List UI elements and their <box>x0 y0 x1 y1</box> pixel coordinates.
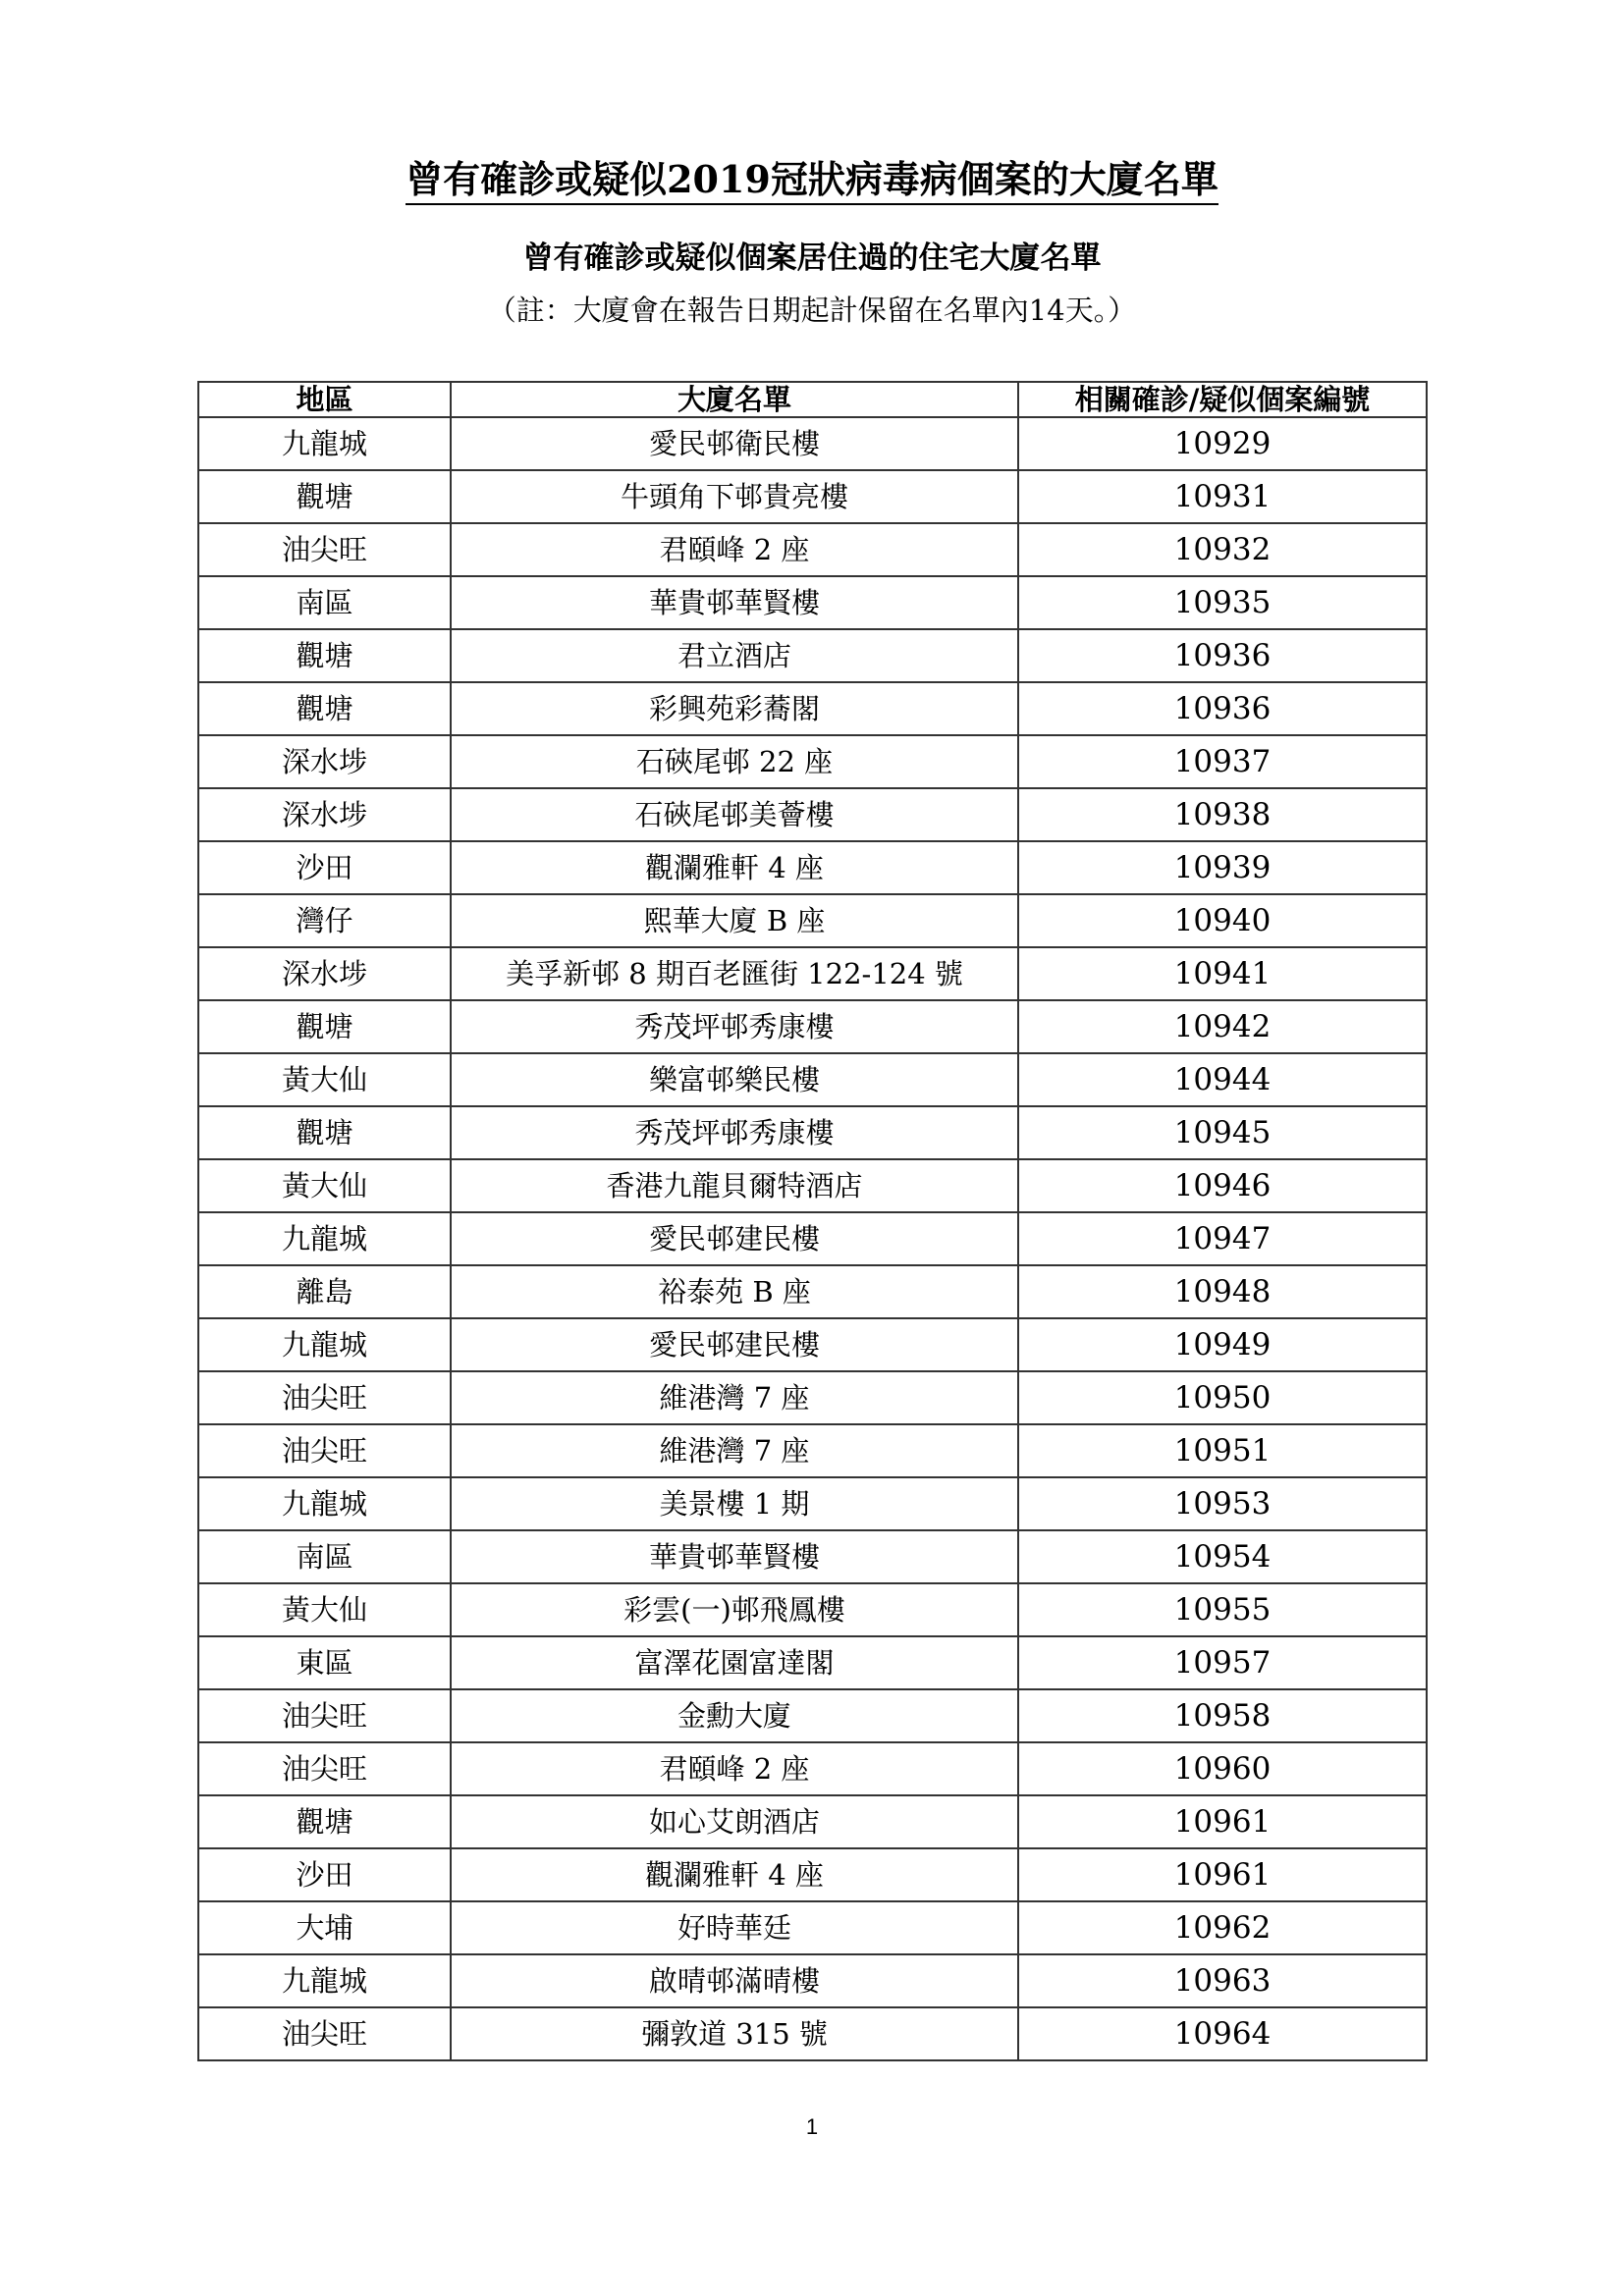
building-cell: 秀茂坪邨秀康樓 <box>451 1106 1018 1159</box>
case-number-cell: 10958 <box>1018 1689 1427 1742</box>
case-number-cell: 10931 <box>1018 470 1427 523</box>
table-row <box>198 629 1427 682</box>
table-row <box>198 1424 1427 1477</box>
district-cell: 油尖旺 <box>198 1742 451 1795</box>
case-number-cell: 10957 <box>1018 1636 1427 1689</box>
building-cell: 維港灣 7 座 <box>451 1424 1018 1477</box>
case-number-cell: 10962 <box>1018 1901 1427 1954</box>
building-cell: 秀茂坪邨秀康樓 <box>451 1000 1018 1053</box>
case-number-cell: 10946 <box>1018 1159 1427 1212</box>
case-number-cell: 10940 <box>1018 894 1427 947</box>
case-number-cell: 10955 <box>1018 1583 1427 1636</box>
building-list-table <box>197 381 1428 2061</box>
building-cell: 愛民邨建民樓 <box>451 1212 1018 1265</box>
table-row <box>198 788 1427 841</box>
table-row <box>198 1530 1427 1583</box>
building-cell: 維港灣 7 座 <box>451 1371 1018 1424</box>
district-cell: 觀塘 <box>198 682 451 735</box>
table-row <box>198 682 1427 735</box>
case-number-cell: 10960 <box>1018 1742 1427 1795</box>
building-cell: 美景樓 1 期 <box>451 1477 1018 1530</box>
case-number-cell: 10963 <box>1018 1954 1427 2007</box>
district-cell: 油尖旺 <box>198 2007 451 2060</box>
building-cell: 華貴邨華賢樓 <box>451 1530 1018 1583</box>
building-cell: 如心艾朗酒店 <box>451 1795 1018 1848</box>
case-number-cell: 10964 <box>1018 2007 1427 2060</box>
table-row <box>198 1583 1427 1636</box>
case-number-cell: 10942 <box>1018 1000 1427 1053</box>
case-number-cell: 10939 <box>1018 841 1427 894</box>
building-cell: 美孚新邨 8 期百老匯街 122-124 號 <box>451 947 1018 1000</box>
district-cell: 九龍城 <box>198 1477 451 1530</box>
document-subtitle: 曾有確診或疑似個案居住過的住宅大廈名單 <box>522 240 1102 276</box>
case-number-cell: 10951 <box>1018 1424 1427 1477</box>
building-cell: 裕泰苑 B 座 <box>451 1265 1018 1318</box>
case-number-cell: 10949 <box>1018 1318 1427 1371</box>
district-cell: 油尖旺 <box>198 523 451 576</box>
table-row <box>198 894 1427 947</box>
district-cell: 九龍城 <box>198 1954 451 2007</box>
case-number-cell: 10938 <box>1018 788 1427 841</box>
district-cell: 灣仔 <box>198 894 451 947</box>
table-row <box>198 1689 1427 1742</box>
table-row <box>198 1954 1427 2007</box>
table-header-row <box>198 382 1427 417</box>
table-row <box>198 735 1427 788</box>
retention-note: （註：大廈會在報告日期起計保留在名單內14天。） <box>487 294 1137 327</box>
building-cell: 石硤尾邨 22 座 <box>451 735 1018 788</box>
table-row <box>198 2007 1427 2060</box>
district-cell: 深水埗 <box>198 947 451 1000</box>
district-cell: 黃大仙 <box>198 1583 451 1636</box>
district-cell: 沙田 <box>198 1848 451 1901</box>
building-cell: 香港九龍貝爾特酒店 <box>451 1159 1018 1212</box>
table-row <box>198 576 1427 629</box>
district-cell: 觀塘 <box>198 1795 451 1848</box>
case-number-cell: 10961 <box>1018 1795 1427 1848</box>
building-cell: 君頤峰 2 座 <box>451 523 1018 576</box>
building-cell: 熙華大廈 B 座 <box>451 894 1018 947</box>
district-cell: 深水埗 <box>198 788 451 841</box>
header-case-numbers: 相關確診/疑似個案編號 <box>1018 382 1427 417</box>
table-row <box>198 523 1427 576</box>
building-cell: 觀瀾雅軒 4 座 <box>451 1848 1018 1901</box>
building-cell: 彩雲(一)邨飛鳳樓 <box>451 1583 1018 1636</box>
table-row <box>198 1212 1427 1265</box>
table-row <box>198 1795 1427 1848</box>
table-row <box>198 417 1427 470</box>
case-number-cell: 10936 <box>1018 682 1427 735</box>
table-row <box>198 1265 1427 1318</box>
building-cell: 愛民邨建民樓 <box>451 1318 1018 1371</box>
table-row <box>198 1318 1427 1371</box>
district-cell: 油尖旺 <box>198 1371 451 1424</box>
table-row <box>198 1636 1427 1689</box>
case-number-cell: 10936 <box>1018 629 1427 682</box>
building-cell: 君頤峰 2 座 <box>451 1742 1018 1795</box>
case-number-cell: 10932 <box>1018 523 1427 576</box>
case-number-cell: 10961 <box>1018 1848 1427 1901</box>
district-cell: 油尖旺 <box>198 1689 451 1742</box>
page-number: 1 <box>805 2114 819 2139</box>
case-number-cell: 10950 <box>1018 1371 1427 1424</box>
table-row <box>198 1000 1427 1053</box>
case-number-cell: 10945 <box>1018 1106 1427 1159</box>
district-cell: 離島 <box>198 1265 451 1318</box>
case-number-cell: 10929 <box>1018 417 1427 470</box>
district-cell: 南區 <box>198 576 451 629</box>
building-cell: 觀瀾雅軒 4 座 <box>451 841 1018 894</box>
district-cell: 觀塘 <box>198 629 451 682</box>
case-number-cell: 10935 <box>1018 576 1427 629</box>
document-title <box>0 155 1624 204</box>
case-number-cell: 10953 <box>1018 1477 1427 1530</box>
table-row <box>198 947 1427 1000</box>
district-cell: 東區 <box>198 1636 451 1689</box>
building-cell: 石硤尾邨美薈樓 <box>451 788 1018 841</box>
building-cell: 華貴邨華賢樓 <box>451 576 1018 629</box>
building-cell: 啟晴邨滿晴樓 <box>451 1954 1018 2007</box>
building-cell: 金勳大廈 <box>451 1689 1018 1742</box>
district-cell: 大埔 <box>198 1901 451 1954</box>
table-row <box>198 1106 1427 1159</box>
case-number-cell: 10944 <box>1018 1053 1427 1106</box>
table-row <box>198 1477 1427 1530</box>
district-cell: 黃大仙 <box>198 1159 451 1212</box>
district-cell: 油尖旺 <box>198 1424 451 1477</box>
table-row <box>198 1371 1427 1424</box>
district-cell: 觀塘 <box>198 470 451 523</box>
building-cell: 好時華廷 <box>451 1901 1018 1954</box>
table-row <box>198 1901 1427 1954</box>
district-cell: 九龍城 <box>198 1212 451 1265</box>
table-row <box>198 470 1427 523</box>
district-cell: 九龍城 <box>198 1318 451 1371</box>
case-number-cell: 10937 <box>1018 735 1427 788</box>
table-row <box>198 1159 1427 1212</box>
table-row <box>198 1053 1427 1106</box>
building-cell: 彌敦道 315 號 <box>451 2007 1018 2060</box>
table-body <box>198 417 1427 2060</box>
district-cell: 深水埗 <box>198 735 451 788</box>
document-title-text: 曾有確診或疑似2019冠狀病毒病個案的大廈名單 <box>406 157 1218 205</box>
case-number-cell: 10954 <box>1018 1530 1427 1583</box>
table-row <box>198 1742 1427 1795</box>
district-cell: 九龍城 <box>198 417 451 470</box>
case-number-cell: 10948 <box>1018 1265 1427 1318</box>
building-cell: 愛民邨衛民樓 <box>451 417 1018 470</box>
table-row <box>198 841 1427 894</box>
building-cell: 彩興苑彩蕎閣 <box>451 682 1018 735</box>
district-cell: 黃大仙 <box>198 1053 451 1106</box>
case-number-cell: 10941 <box>1018 947 1427 1000</box>
building-cell: 富澤花園富達閣 <box>451 1636 1018 1689</box>
district-cell: 沙田 <box>198 841 451 894</box>
building-cell: 牛頭角下邨貴亮樓 <box>451 470 1018 523</box>
building-cell: 君立酒店 <box>451 629 1018 682</box>
district-cell: 觀塘 <box>198 1106 451 1159</box>
district-cell: 南區 <box>198 1530 451 1583</box>
header-district: 地區 <box>198 382 451 417</box>
table-row <box>198 1848 1427 1901</box>
building-cell: 樂富邨樂民樓 <box>451 1053 1018 1106</box>
district-cell: 觀塘 <box>198 1000 451 1053</box>
case-number-cell: 10947 <box>1018 1212 1427 1265</box>
header-building: 大廈名單 <box>451 382 1018 417</box>
